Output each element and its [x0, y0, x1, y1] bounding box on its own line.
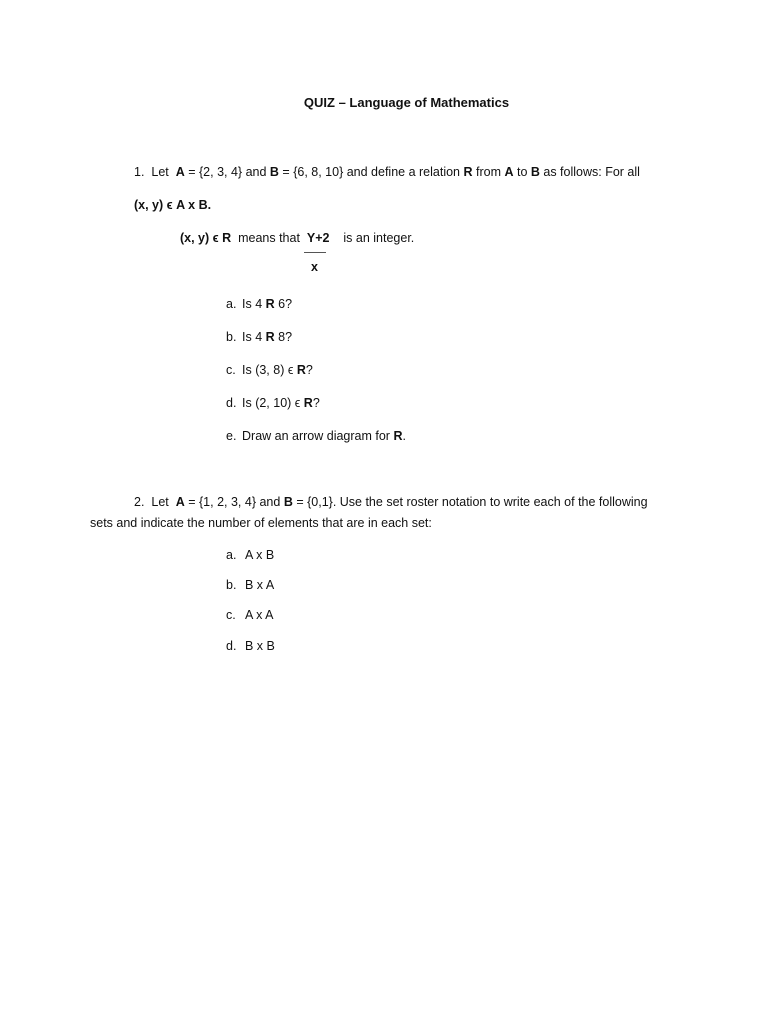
- item-label: d.: [226, 639, 237, 653]
- set-b-definition: = {6, 8, 10} and define a relation: [278, 165, 464, 179]
- item-text: B x B: [245, 639, 275, 653]
- relation-symbol: R: [265, 297, 275, 311]
- item-label: c.: [226, 363, 236, 377]
- question-1-let: Let: [151, 165, 169, 179]
- question-2-let: Let: [151, 495, 169, 509]
- question-2-item-a: [226, 548, 274, 563]
- set-b-symbol-2: B: [530, 165, 540, 179]
- item-text-end: 8?: [274, 330, 293, 344]
- quiz-title: QUIZ – Language of Mathematics: [303, 95, 510, 110]
- item-label: a.: [226, 548, 237, 562]
- item-label: e.: [226, 429, 237, 443]
- item-text: Is 4: [242, 330, 266, 344]
- item-text: A x A: [245, 608, 274, 622]
- from-text: from: [472, 165, 505, 179]
- set-a-definition: = {2, 3, 4} and: [184, 165, 270, 179]
- question-1-number: 1.: [134, 165, 145, 179]
- item-text: A x B: [245, 548, 275, 562]
- question-2-instructions: = {0,1}. Use the set roster notation to write each of the following: [292, 495, 648, 509]
- item-text: B x A: [245, 578, 275, 592]
- set-a-definition: = {1, 2, 3, 4} and: [184, 495, 284, 509]
- question-1-item-d: [226, 396, 320, 411]
- question-2-item-b: [226, 578, 274, 593]
- is-integer-text: is an integer.: [343, 231, 415, 245]
- item-label: b.: [226, 330, 237, 344]
- question-2-intro: [134, 495, 648, 510]
- relation-symbol: R: [303, 396, 313, 410]
- item-label: d.: [226, 396, 237, 410]
- relation-symbol: R: [393, 429, 403, 443]
- question-2-item-d: [226, 639, 275, 654]
- question-1-item-e: [226, 429, 406, 444]
- set-b-symbol: B: [269, 165, 279, 179]
- item-text: Is 4: [242, 297, 266, 311]
- question-2-instructions-continued: sets and indicate the number of elements that are in each set:: [90, 516, 432, 530]
- item-text-end: ?: [312, 396, 320, 410]
- set-a-symbol: A: [175, 165, 185, 179]
- question-1-item-b: [226, 330, 292, 345]
- relation-symbol: R: [296, 363, 306, 377]
- definition-pair: (x, y) ϵ R: [180, 231, 232, 245]
- fraction-numerator: Y+2: [306, 231, 330, 245]
- to-text: to: [513, 165, 531, 179]
- set-b-symbol: B: [283, 495, 293, 509]
- item-text: Is (3, 8) ϵ: [242, 363, 297, 377]
- question-2-number: 2.: [134, 495, 145, 509]
- item-text: Draw an arrow diagram for: [242, 429, 394, 443]
- item-text-end: ?: [305, 363, 313, 377]
- item-label: a.: [226, 297, 237, 311]
- means-that-text: means that: [238, 231, 300, 245]
- relation-definition: [180, 231, 414, 246]
- question-2-item-c: [226, 608, 274, 623]
- set-a-symbol: A: [175, 495, 185, 509]
- item-text-end: .: [402, 429, 406, 443]
- as-follows-text: as follows: For all: [539, 165, 640, 179]
- question-1-item-a: [226, 297, 292, 312]
- fraction-denominator: x: [311, 260, 318, 274]
- item-text: Is (2, 10) ϵ: [242, 396, 304, 410]
- relation-domain: (x, y) ϵ A x B.: [134, 198, 212, 212]
- question-1-item-c: [226, 363, 313, 378]
- relation-symbol: R: [265, 330, 275, 344]
- relation-symbol: R: [463, 165, 473, 179]
- set-a-symbol-2: A: [504, 165, 514, 179]
- item-text-end: 6?: [274, 297, 293, 311]
- item-label: c.: [226, 608, 236, 622]
- item-label: b.: [226, 578, 237, 592]
- fraction-bar: [304, 252, 326, 253]
- question-1-intro: [134, 165, 640, 180]
